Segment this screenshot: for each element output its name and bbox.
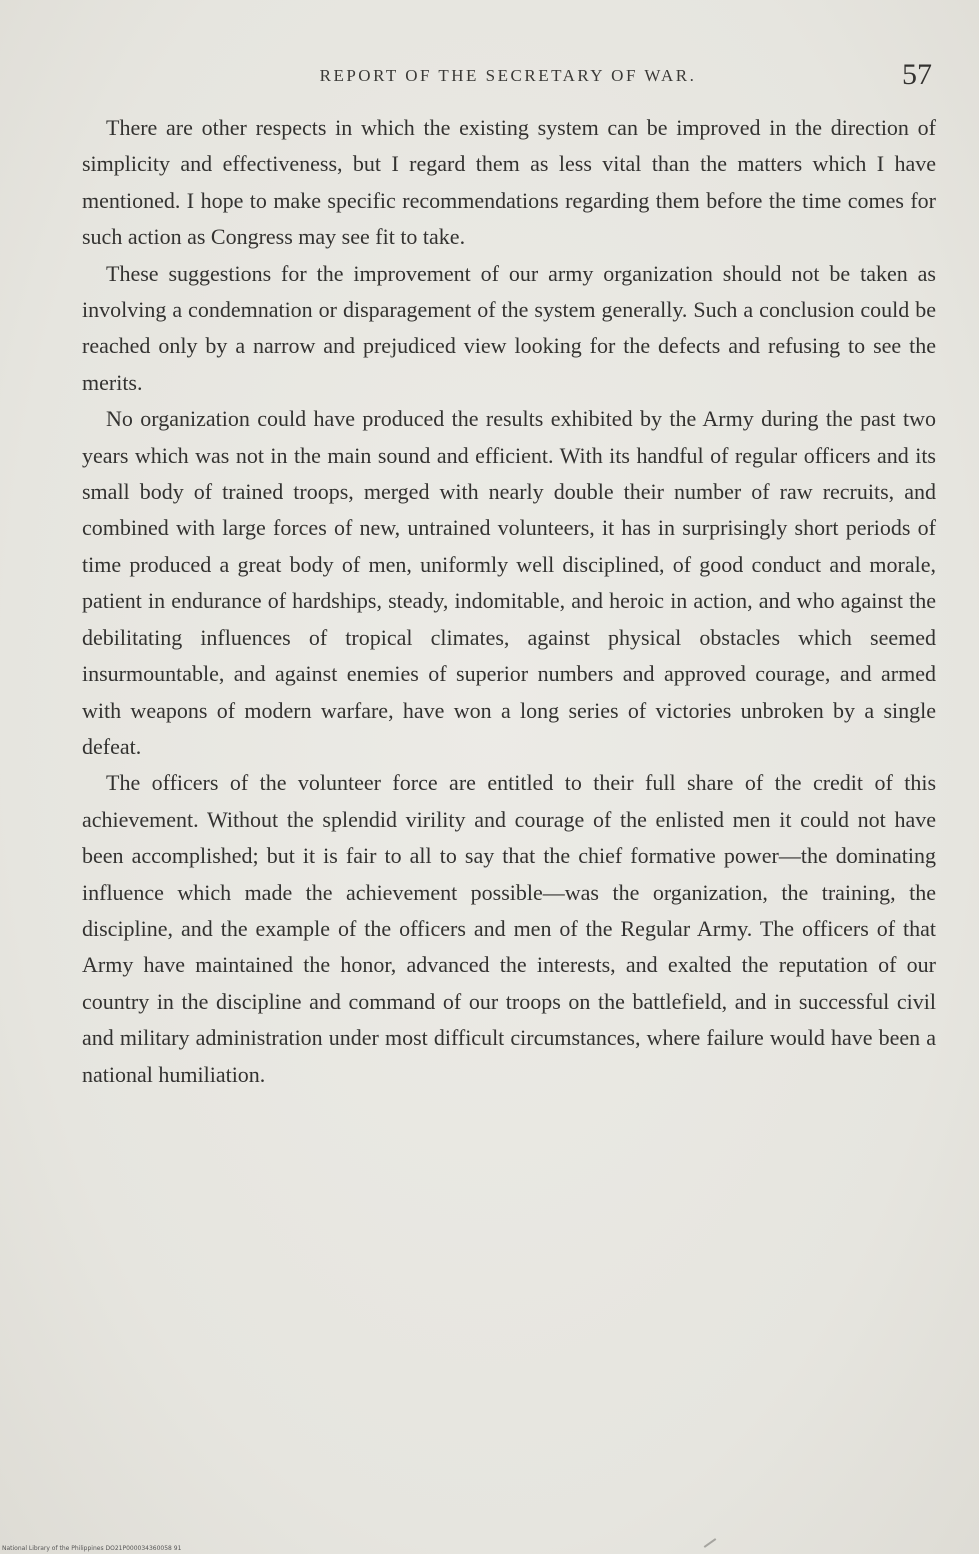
body-text xyxy=(82,110,936,1093)
scan-credit: National Library of the Philippines DO21P000034360058 91 xyxy=(2,1545,182,1552)
paragraph-3: No organization could have produced the results exhibited by the Army during the past two years which was not in the main sound and efficient. With its handful of regular officers and its small body of trained troops, merged with nearly double their number of raw recruits, and combined with large forces of new, untrained volunteers, it has in surprisingly short periods of time produced a great body of men, uniformly well disciplined, of good conduct and morale, patient in endurance of hardships, steady, indomitable, and heroic in action, and who against the debilitating influences of tropical climates, against physical obstacles which seemed insurmountable, and against enemies of superior numbers and approved courage, and armed with weapons of modern warfare, have won a long series of victories unbroken by a single defeat. xyxy=(82,406,936,759)
paragraph-1: There are other respects in which the existing system can be improved in the direction of simplicity and effectiveness, but I regard them as less vital than the matters which I have mentioned. I hope to make specific recommendations regarding them before the time comes for such action as Congress may see fit to take. xyxy=(82,115,936,250)
pencil-mark xyxy=(704,1538,717,1548)
paragraph-4: The officers of the volunteer force are entitled to their full share of the credit of this achievement. Without the splendid virility and courage of the enlisted men it could not have been accomplished; but it is fair to all to say that the chief formative power—the dominating influence which made the achievement possible—was the organization, the training, the discipline, and the example of the officers and men of the Regular Army. The officers of that Army have maintained the honor, advanced the interests, and exalted the reputation of our country in the discipline and command of our troops on the battlefield, and in successful civil and military administration under most difficult circumstances, where failure would have been a national humiliation. xyxy=(82,770,936,1087)
page-number: 57 xyxy=(902,58,932,91)
running-head: REPORT OF THE SECRETARY OF WAR. xyxy=(319,66,697,85)
page-header xyxy=(82,58,934,98)
paragraph-2: These suggestions for the improvement of our army organization should not be taken as involving a condemnation or disparagement of the system generally. Such a conclusion could be reached only by a narrow and prejudiced view looking for the defects and refusing to see the merits. xyxy=(82,260,936,395)
